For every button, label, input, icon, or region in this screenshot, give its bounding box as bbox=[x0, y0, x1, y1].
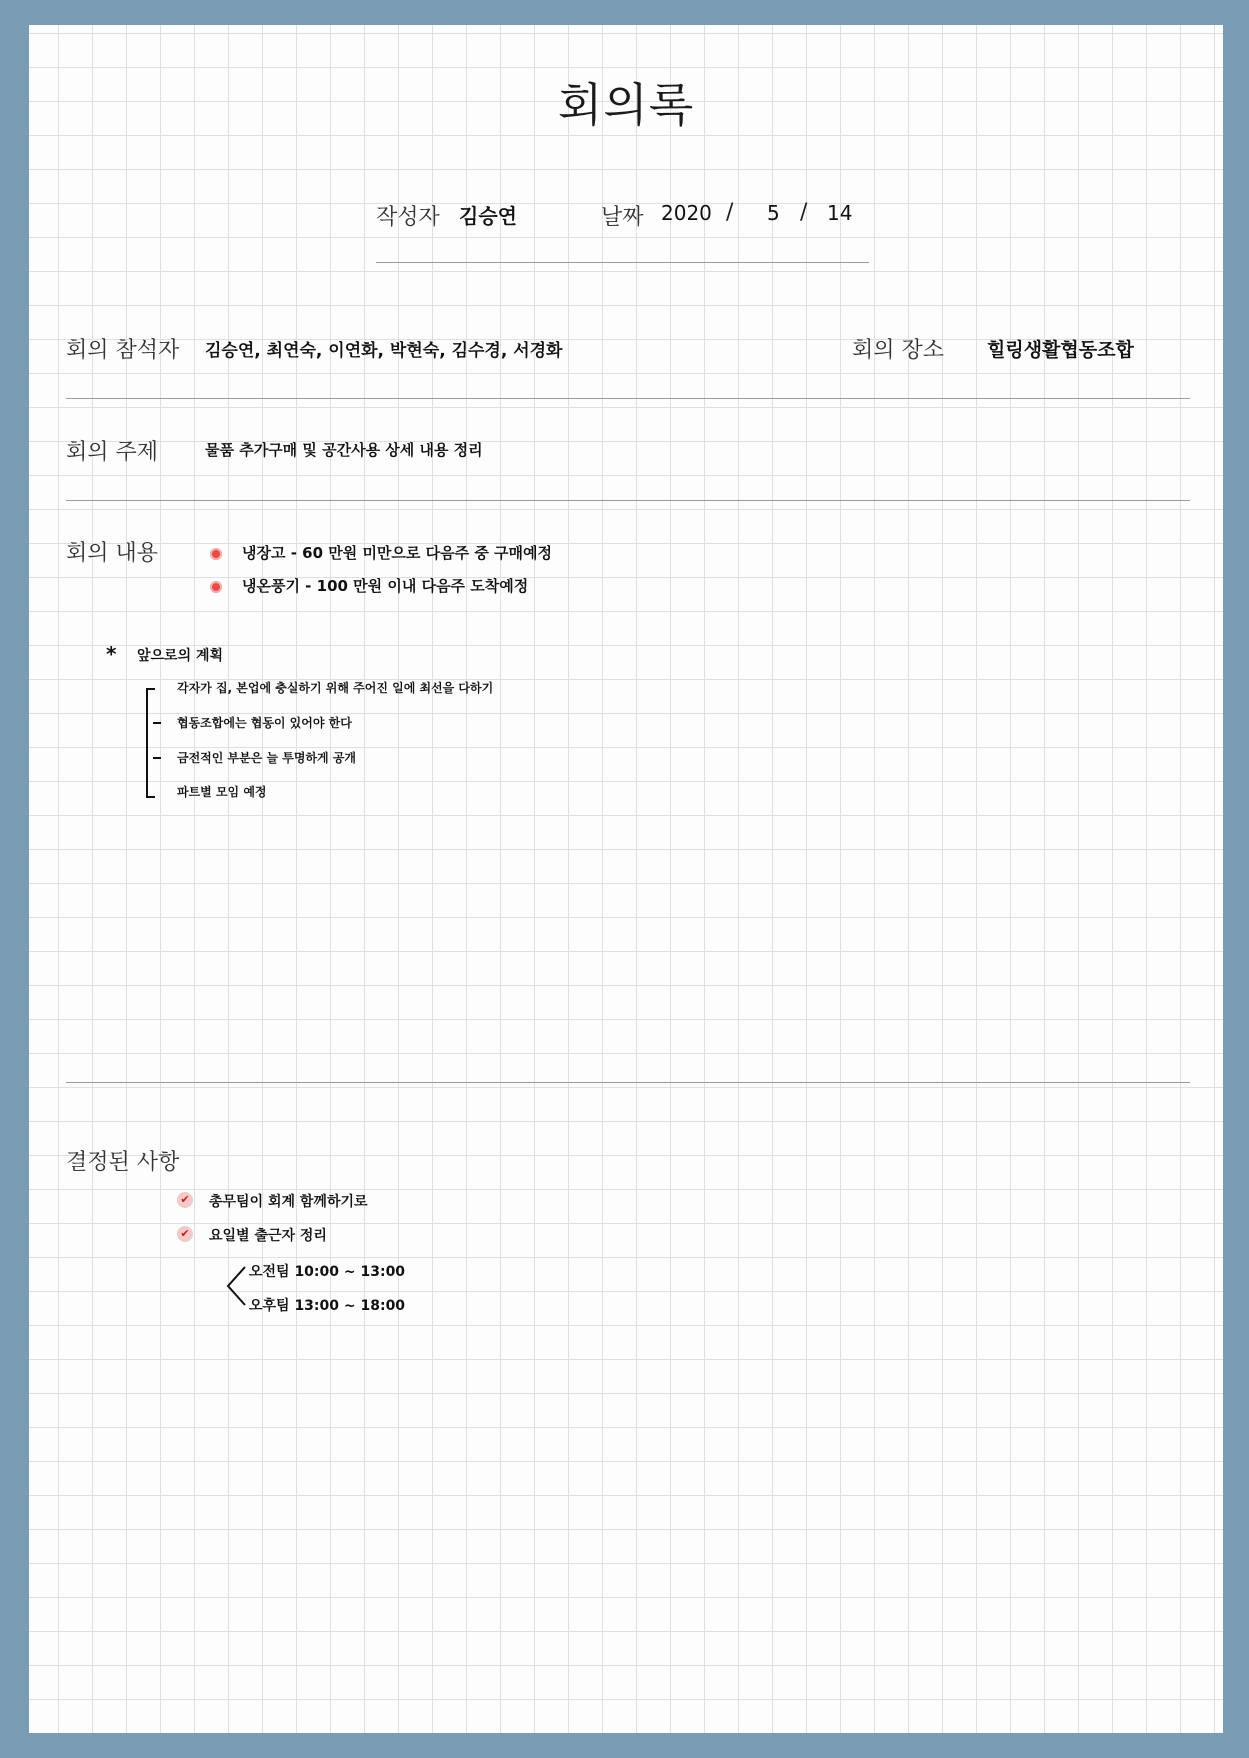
content-label: 회의 내용 bbox=[66, 541, 159, 566]
decisions-label: 결정된 사항 bbox=[66, 1150, 180, 1175]
shift-item: 오전팀 10:00 ~ 13:00 bbox=[249, 1264, 406, 1280]
plan-item: 협동조합에는 협동이 있어야 한다 bbox=[177, 716, 352, 730]
section-divider bbox=[66, 398, 1190, 399]
author-value: 김승연 bbox=[459, 204, 517, 228]
note-sheet bbox=[29, 25, 1223, 1733]
bracket-tick bbox=[153, 722, 161, 724]
author-label: 작성자 bbox=[376, 205, 440, 230]
section-divider bbox=[66, 500, 1190, 501]
date-month: 5 bbox=[767, 201, 780, 225]
date-separator: / bbox=[726, 200, 734, 225]
angle-bracket-icon bbox=[225, 1265, 247, 1307]
plan-item: 파트별 모임 예정 bbox=[177, 785, 267, 799]
date-day: 14 bbox=[827, 201, 853, 225]
content-item: 냉온풍기 - 100 만원 이내 다음주 도착예정 bbox=[242, 577, 529, 595]
bullet-icon bbox=[210, 581, 222, 593]
shift-item: 오후팀 13:00 ~ 18:00 bbox=[249, 1298, 406, 1314]
place-label: 회의 장소 bbox=[852, 338, 945, 363]
bracket-tick bbox=[153, 757, 161, 759]
topic-value: 물품 추가구매 및 공간사용 상세 내용 정리 bbox=[205, 441, 483, 459]
date-separator: / bbox=[800, 200, 808, 225]
check-icon: ✔ bbox=[177, 1192, 193, 1208]
date-label: 날짜 bbox=[601, 205, 644, 230]
plan-item: 금전적인 부분은 늘 투명하게 공개 bbox=[177, 751, 357, 765]
plan-item: 각자가 집, 본업에 충실하기 위해 주어진 일에 최선을 다하기 bbox=[177, 681, 494, 695]
section-divider bbox=[66, 1082, 1190, 1083]
content-item: 냉장고 - 60 만원 미만으로 다음주 중 구매예정 bbox=[242, 544, 552, 562]
attendees-value: 김승연, 최연숙, 이연화, 박현숙, 김수경, 서경화 bbox=[205, 341, 563, 361]
topic-label: 회의 주제 bbox=[66, 440, 159, 465]
plans-bracket bbox=[146, 688, 155, 798]
check-icon: ✔ bbox=[177, 1226, 193, 1242]
asterisk-icon: * bbox=[106, 642, 117, 666]
decision-item: 요일별 출근자 정리 bbox=[209, 1228, 327, 1244]
decision-item: 총무팀이 회계 함께하기로 bbox=[209, 1194, 368, 1210]
plans-heading: 앞으로의 계획 bbox=[137, 648, 224, 664]
bullet-icon bbox=[210, 548, 222, 560]
attendees-label: 회의 참석자 bbox=[66, 338, 180, 363]
header-divider bbox=[376, 262, 869, 263]
place-value: 힐링생활협동조합 bbox=[987, 339, 1134, 361]
date-year: 2020 bbox=[661, 201, 712, 225]
page-title: 회의록 bbox=[557, 78, 695, 132]
